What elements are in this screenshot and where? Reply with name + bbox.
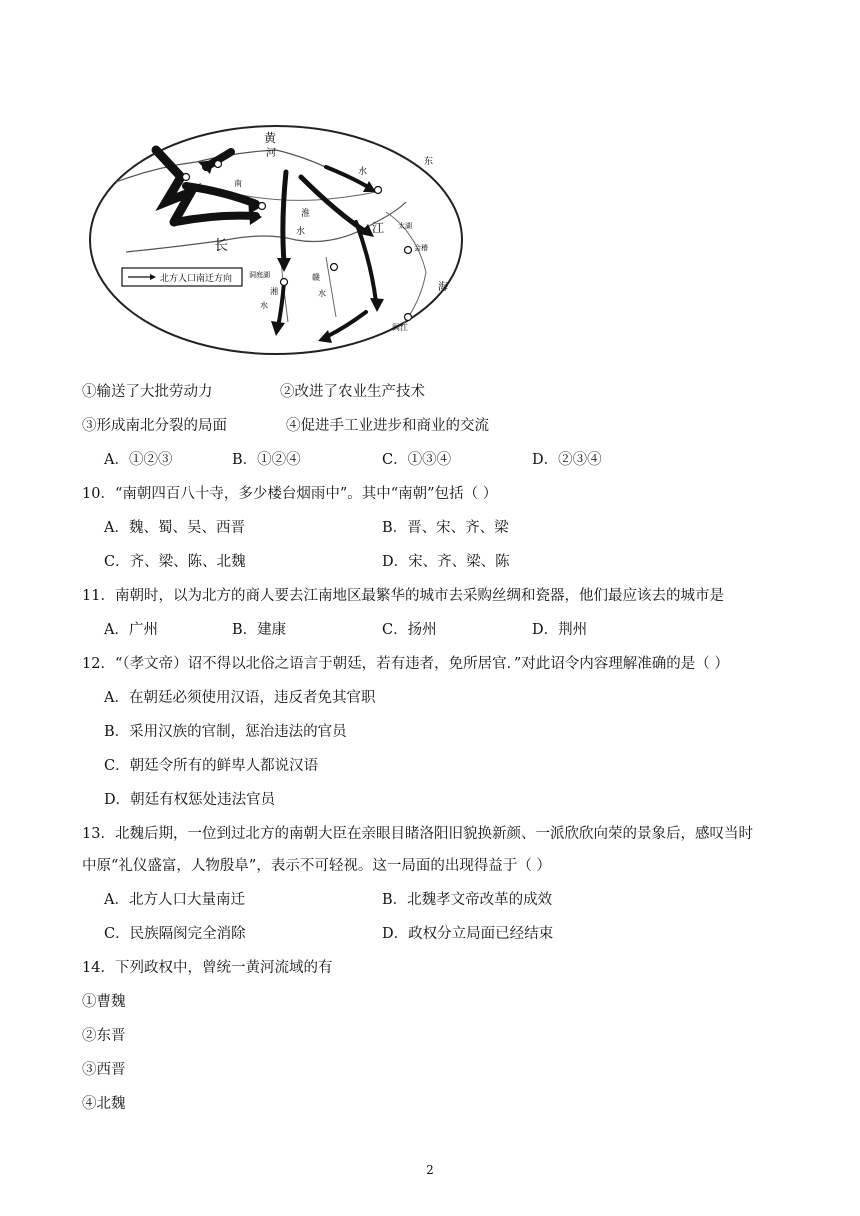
map-label-gan: 赣 — [312, 273, 320, 282]
migration-map-svg — [86, 122, 466, 358]
q14-item-4: ④北魏 — [82, 1096, 126, 1112]
map-label-kuaiji: 会稽 — [414, 244, 428, 252]
map-label-dong: 东 — [424, 157, 434, 167]
map-label-min: 闽江 — [392, 323, 408, 332]
map-label-taihu: 太湖 — [398, 222, 412, 230]
q10-option-a[interactable]: A．魏、蜀、吴、西晋 — [104, 520, 245, 536]
map-label-shui2: 水 — [296, 227, 306, 237]
map-label-he: 河 — [266, 148, 276, 159]
q9-statement-4: ④促进手工业进步和商业的交流 — [286, 418, 489, 434]
q9-option-a[interactable]: A．①②③ — [104, 452, 173, 468]
q12-stem: 12．“（孝文帝）诏不得以北俗之语言于朝廷，若有违者，免所居官．”对此诏令内容理解准确的是（ ） — [82, 656, 729, 672]
q11-option-b[interactable]: B．建康 — [232, 622, 287, 638]
q13-option-d[interactable]: D．政权分立局面已经结束 — [382, 926, 554, 942]
map-label-dongting: 洞庭湖 — [249, 271, 270, 279]
city-marker — [215, 161, 222, 168]
q11-option-c[interactable]: C．扬州 — [382, 622, 437, 638]
q9-option-d[interactable]: D．②③④ — [532, 452, 602, 468]
map-label-shui3: 水 — [260, 301, 268, 310]
q12-option-b[interactable]: B．采用汉族的官制，惩治违法的官员 — [104, 724, 347, 740]
q13-option-c[interactable]: C．民族隔阂完全消除 — [104, 926, 246, 942]
q11-option-a[interactable]: A．广州 — [104, 622, 158, 638]
q10-option-c[interactable]: C．齐、梁、陈、北魏 — [104, 554, 246, 570]
city-marker — [259, 203, 266, 210]
q14-item-2: ②东晋 — [82, 1028, 126, 1044]
map-label-xiang: 湘 — [270, 287, 278, 296]
q13-stem-line-1: 13．北魏后期，一位到过北方的南朝大臣在亲眼目睹洛阳旧貌换新颜、一派欣欣向荣的景象后，感叹当时 — [82, 826, 753, 842]
arrow-5 — [283, 172, 286, 262]
q13-option-a[interactable]: A．北方人口大量南迁 — [104, 892, 245, 908]
map-label-huai: 淮 — [301, 209, 311, 219]
q12-option-d[interactable]: D．朝廷有权惩处违法官员 — [104, 792, 276, 808]
q13-stem-line-2: 中原“礼仪盛富，人物殷阜”，表示不可轻视。这一局面的出现得益于（ ） — [82, 858, 551, 874]
legend-text: 北方人口南迁方向 — [160, 274, 233, 284]
map-label-jiang: 江 — [372, 221, 385, 235]
map-label-huang: 黄 — [264, 131, 277, 145]
q10-stem: 10．“南朝四百八十寺，多少楼台烟雨中”。其中“南朝”包括（ ） — [82, 486, 498, 502]
q14-item-3: ③西晋 — [82, 1062, 126, 1078]
migration-map — [86, 122, 466, 358]
q11-option-d[interactable]: D．荆州 — [532, 622, 588, 638]
q12-option-c[interactable]: C．朝廷令所有的鲜卑人都说汉语 — [104, 758, 319, 774]
q9-option-b[interactable]: B．①②④ — [232, 452, 301, 468]
page-number: 2 — [426, 1163, 434, 1177]
q14-stem: 14．下列政权中，曾统一黄河流域的有 — [82, 960, 333, 976]
city-marker — [183, 174, 190, 181]
q11-stem: 11．南朝时，以为北方的商人要去江南地区最繁华的城市去采购丝绸和瓷器，他们最应该去的城市是 — [82, 588, 724, 604]
q10-option-b[interactable]: B．晋、宋、齐、梁 — [382, 520, 509, 536]
city-marker — [375, 187, 382, 194]
map-label-shui1: 水 — [358, 167, 368, 177]
q14-item-1: ①曹魏 — [82, 994, 126, 1010]
q9-statement-3: ③形成南北分裂的局面 — [82, 418, 227, 434]
q10-option-d[interactable]: D．宋、齐、梁、陈 — [382, 554, 510, 570]
city-marker — [281, 279, 288, 286]
q13-option-b[interactable]: B．北魏孝文帝改革的成效 — [382, 892, 553, 908]
q9-option-c[interactable]: C．①③④ — [382, 452, 452, 468]
map-label-hai: 海 — [438, 282, 448, 293]
city-marker — [331, 264, 338, 271]
map-label-nan: 南 — [234, 179, 242, 188]
city-marker — [405, 247, 412, 254]
city-marker — [405, 314, 412, 321]
q9-statement-1: ①输送了大批劳动力 — [82, 384, 213, 400]
q9-statement-2: ②改进了农业生产技术 — [280, 384, 425, 400]
map-label-shui4: 水 — [318, 289, 326, 298]
q12-option-a[interactable]: A．在朝廷必须使用汉语，违反者免其官职 — [104, 690, 376, 706]
map-label-chang: 长 — [214, 238, 228, 254]
